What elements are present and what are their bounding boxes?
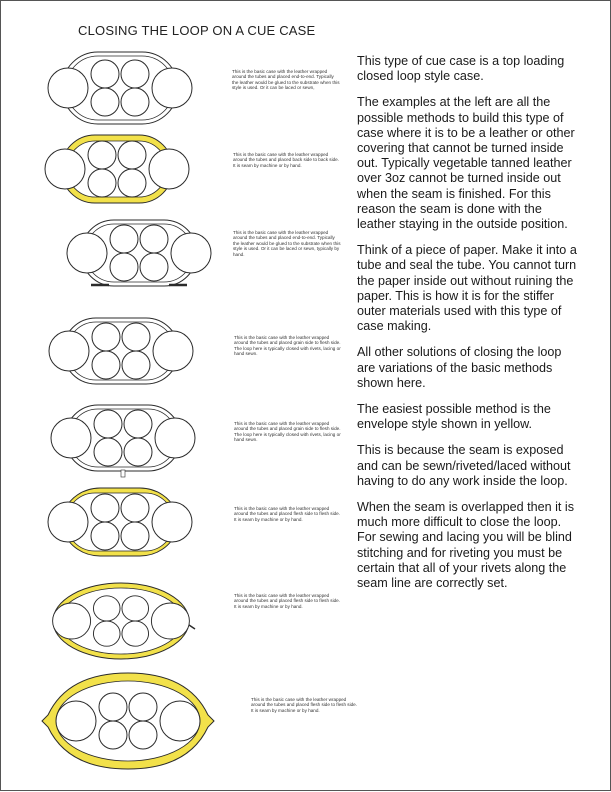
case-diagram-3	[67, 220, 211, 286]
paragraph: All other solutions of closing the loop are variations of the basic methods shown here.	[357, 345, 562, 390]
diagram-caption-7: This is the basic case with the leather wrapped around the tubes and placed flesh side to flesh side. It is seam by machine or by hand.	[234, 593, 340, 609]
paragraph: This type of cue case is a top loading closed loop style case.	[357, 54, 565, 84]
case-diagram-5	[51, 405, 195, 477]
paragraph: Think of a piece of paper. Make it into a tube and seal the tube. You cannot turn the paper inside out without ruining the paper. This is how it is for the stiffer outer materials used with this type of case making.	[357, 243, 577, 334]
explanation-text	[357, 54, 582, 602]
diagram-caption-2: This is the basic case with the leather wrapped around the tubes and placed back side to back side. It is seam by machine or by hand.	[233, 152, 339, 168]
paragraph: The easiest possible method is the envelope style shown in yellow.	[357, 402, 551, 432]
case-diagram-1	[48, 52, 192, 124]
diagram-caption-3: This is the basic case with the leather wrapped around the tubes and placed end-to-end. Typically the leather would be glued to the substrate when this style is used. Or it can be laced or sewn, typically by hand.	[233, 230, 341, 257]
diagram-caption-4: This is the basic case with the leather wrapped around the tubes and placed grain side to flesh side. The loop here is typically closed with rivets, lacing or hand sewn.	[234, 335, 341, 357]
diagram-caption-1: This is the basic case with the leather wrapped around the tubes and placed end-to-end. Typically the leather would be glued to the substrate when this style is used. Or it can be laced or sewn,	[232, 69, 340, 91]
case-diagram-7	[53, 583, 195, 659]
page-title: CLOSING THE LOOP ON A CUE CASE	[78, 23, 316, 38]
case-diagram-8	[42, 673, 214, 769]
paragraph: When the seam is overlapped then it is much more difficult to close the loop. For sewing and lacing you will be blind stitching and for riveting you must be certain that all of your rivets along the seam line are correctly set.	[357, 500, 575, 591]
paragraph: The examples at the left are all the possible methods to build this type of case where it is to be a leather or other covering that cannot be turned inside out. Typically vegetable tanned leather over 3oz cannot be turned inside out when the seam is finished. For this reason the seam is done with the leather staying in the outside position.	[357, 95, 575, 232]
diagram-caption-6: This is the basic case with the leather wrapped around the tubes and placed flesh side to flesh side. It is seam by machine or by hand.	[234, 506, 340, 522]
paragraph: This is because the seam is exposed and can be sewn/riveted/laced without having to do any work inside the loop.	[357, 443, 571, 488]
case-diagram-2	[45, 135, 189, 203]
case-diagram-6	[48, 488, 192, 556]
case-diagram-4	[49, 318, 193, 384]
diagram-caption-5: This is the basic case with the leather wrapped around the tubes and placed grain side to flesh side. The loop here is typically closed with rivets, lacing or hand sewn.	[234, 421, 341, 443]
diagram-caption-8: This is the basic case with the leather wrapped around the tubes and placed flesh side to flesh side. It is seam by machine or by hand.	[251, 697, 357, 713]
